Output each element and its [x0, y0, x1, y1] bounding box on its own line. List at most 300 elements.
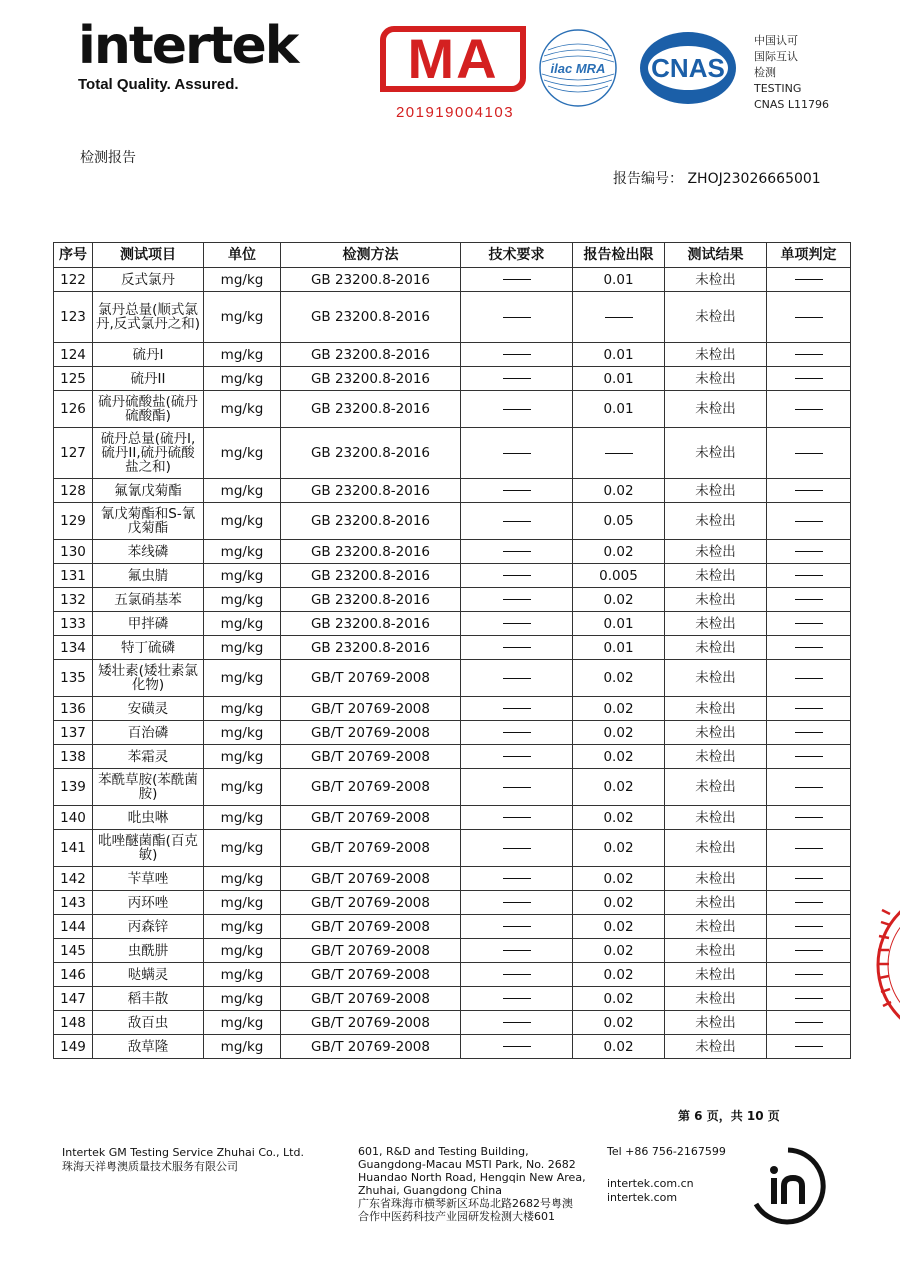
cell-method: GB 23200.8-2016 — [281, 268, 461, 292]
dash-mark — [795, 974, 823, 975]
cell-limit: 0.02 — [573, 963, 665, 987]
footer-address — [358, 1145, 598, 1223]
cell-requirement — [461, 915, 573, 939]
dash-mark — [795, 378, 823, 379]
cell-limit: 0.02 — [573, 1035, 665, 1059]
cell-result: 未检出 — [665, 721, 767, 745]
dash-mark — [503, 623, 531, 624]
dash-mark — [503, 926, 531, 927]
cell-method: GB/T 20769-2008 — [281, 891, 461, 915]
cell-no: 126 — [54, 391, 93, 428]
cell-limit: 0.02 — [573, 745, 665, 769]
table-row — [54, 540, 851, 564]
cma-logo — [380, 26, 530, 121]
cell-no: 143 — [54, 891, 93, 915]
dash-mark — [795, 623, 823, 624]
dash-mark — [795, 453, 823, 454]
intertek-round-logo — [748, 1146, 828, 1226]
cell-item: 甲拌磷 — [93, 612, 204, 636]
company-seal-stamp — [872, 890, 900, 1040]
cell-requirement — [461, 1035, 573, 1059]
results-table — [53, 242, 851, 1059]
cell-verdict — [767, 963, 851, 987]
dash-mark — [795, 599, 823, 600]
cell-method: GB 23200.8-2016 — [281, 636, 461, 660]
cell-result: 未检出 — [665, 540, 767, 564]
dash-mark — [795, 647, 823, 648]
table-row — [54, 428, 851, 479]
cnas-line: 中国认可 — [754, 34, 798, 47]
cell-method: GB/T 20769-2008 — [281, 939, 461, 963]
cell-unit: mg/kg — [204, 963, 281, 987]
cell-unit: mg/kg — [204, 612, 281, 636]
cell-limit: 0.02 — [573, 588, 665, 612]
dash-mark — [503, 279, 531, 280]
dash-mark — [795, 708, 823, 709]
cell-unit: mg/kg — [204, 745, 281, 769]
dash-mark — [503, 902, 531, 903]
footer-tel: Tel +86 756-2167599 — [607, 1145, 726, 1158]
cell-limit: 0.01 — [573, 268, 665, 292]
cell-no: 146 — [54, 963, 93, 987]
cell-no: 122 — [54, 268, 93, 292]
cell-item: 五氯硝基苯 — [93, 588, 204, 612]
cell-verdict — [767, 540, 851, 564]
dash-mark — [503, 647, 531, 648]
cell-requirement — [461, 830, 573, 867]
cell-item: 氟虫腈 — [93, 564, 204, 588]
cma-mark: MA — [380, 26, 526, 92]
header-method: 检测方法 — [281, 243, 461, 268]
cma-number: 201919004103 — [395, 104, 515, 121]
cell-verdict — [767, 1011, 851, 1035]
dash-mark — [503, 974, 531, 975]
cell-item: 吡唑醚菌酯(百克敏) — [93, 830, 204, 867]
cell-unit: mg/kg — [204, 292, 281, 343]
cell-no: 135 — [54, 660, 93, 697]
dash-mark — [503, 950, 531, 951]
dash-mark — [795, 354, 823, 355]
cell-result: 未检出 — [665, 963, 767, 987]
table-row — [54, 891, 851, 915]
header-limit: 报告检出限 — [573, 243, 665, 268]
table-row — [54, 391, 851, 428]
dash-mark — [503, 599, 531, 600]
cell-no: 131 — [54, 564, 93, 588]
cell-limit — [573, 292, 665, 343]
cell-item: 苯酰草胺(苯酰菌胺) — [93, 769, 204, 806]
cell-unit: mg/kg — [204, 367, 281, 391]
cell-unit: mg/kg — [204, 721, 281, 745]
cell-verdict — [767, 636, 851, 660]
cell-method: GB 23200.8-2016 — [281, 479, 461, 503]
cell-item: 反式氯丹 — [93, 268, 204, 292]
table-row — [54, 1011, 851, 1035]
cell-limit: 0.05 — [573, 503, 665, 540]
cnas-line: 检测 — [754, 66, 776, 79]
cell-no: 145 — [54, 939, 93, 963]
cell-item: 矮壮素(矮壮素氯化物) — [93, 660, 204, 697]
cnas-line: 国际互认 — [754, 50, 798, 63]
cell-item: 敌草隆 — [93, 1035, 204, 1059]
table-row — [54, 697, 851, 721]
header-item: 测试项目 — [93, 243, 204, 268]
cell-item: 苯霜灵 — [93, 745, 204, 769]
cell-verdict — [767, 503, 851, 540]
cell-method: GB 23200.8-2016 — [281, 428, 461, 479]
dash-mark — [795, 1046, 823, 1047]
cell-limit: 0.01 — [573, 636, 665, 660]
cell-limit — [573, 428, 665, 479]
dash-mark — [795, 756, 823, 757]
cell-unit: mg/kg — [204, 867, 281, 891]
table-row — [54, 721, 851, 745]
cell-result: 未检出 — [665, 867, 767, 891]
footer-website[interactable]: intertek.com — [607, 1191, 678, 1204]
cell-result: 未检出 — [665, 660, 767, 697]
cell-result: 未检出 — [665, 939, 767, 963]
dash-mark — [503, 787, 531, 788]
cell-method: GB/T 20769-2008 — [281, 806, 461, 830]
dash-mark — [605, 453, 633, 454]
cell-requirement — [461, 806, 573, 830]
table-row — [54, 1035, 851, 1059]
table-row — [54, 806, 851, 830]
cell-verdict — [767, 660, 851, 697]
dash-mark — [795, 409, 823, 410]
cell-result: 未检出 — [665, 806, 767, 830]
cell-requirement — [461, 268, 573, 292]
cell-limit: 0.02 — [573, 915, 665, 939]
dash-mark — [503, 575, 531, 576]
cell-result: 未检出 — [665, 915, 767, 939]
cell-item: 丙森锌 — [93, 915, 204, 939]
cell-requirement — [461, 588, 573, 612]
cell-verdict — [767, 867, 851, 891]
cell-method: GB/T 20769-2008 — [281, 745, 461, 769]
cell-no: 124 — [54, 343, 93, 367]
dash-mark — [795, 817, 823, 818]
cell-requirement — [461, 343, 573, 367]
table-row — [54, 830, 851, 867]
cell-verdict — [767, 745, 851, 769]
cell-no: 147 — [54, 987, 93, 1011]
table-row — [54, 636, 851, 660]
cell-no: 133 — [54, 612, 93, 636]
cell-verdict — [767, 268, 851, 292]
cell-result: 未检出 — [665, 367, 767, 391]
cell-limit: 0.02 — [573, 479, 665, 503]
cell-result: 未检出 — [665, 1035, 767, 1059]
dash-mark — [795, 878, 823, 879]
cell-limit: 0.02 — [573, 806, 665, 830]
dash-mark — [503, 878, 531, 879]
cell-unit: mg/kg — [204, 503, 281, 540]
cell-unit: mg/kg — [204, 987, 281, 1011]
cell-result: 未检出 — [665, 612, 767, 636]
cell-result: 未检出 — [665, 391, 767, 428]
dash-mark — [795, 575, 823, 576]
cell-method: GB/T 20769-2008 — [281, 867, 461, 891]
dash-mark — [795, 490, 823, 491]
cell-verdict — [767, 588, 851, 612]
cell-requirement — [461, 540, 573, 564]
cell-method: GB/T 20769-2008 — [281, 1011, 461, 1035]
cell-requirement — [461, 428, 573, 479]
dash-mark — [795, 926, 823, 927]
dash-mark — [503, 756, 531, 757]
cell-verdict — [767, 830, 851, 867]
cell-requirement — [461, 503, 573, 540]
cell-result: 未检出 — [665, 891, 767, 915]
cell-item: 硫丹总量(硫丹I,硫丹II,硫丹硫酸盐之和) — [93, 428, 204, 479]
cell-unit: mg/kg — [204, 391, 281, 428]
table-row — [54, 987, 851, 1011]
address-line: 601, R&D and Testing Building, — [358, 1145, 529, 1158]
cell-result: 未检出 — [665, 1011, 767, 1035]
cell-limit: 0.01 — [573, 367, 665, 391]
header-no: 序号 — [54, 243, 93, 268]
cnas-accreditation-text — [754, 33, 829, 113]
cell-result: 未检出 — [665, 428, 767, 479]
cell-verdict — [767, 915, 851, 939]
dash-mark — [503, 732, 531, 733]
cell-no: 137 — [54, 721, 93, 745]
cell-result: 未检出 — [665, 564, 767, 588]
cell-no: 144 — [54, 915, 93, 939]
cell-item: 稻丰散 — [93, 987, 204, 1011]
cell-no: 142 — [54, 867, 93, 891]
cell-method: GB/T 20769-2008 — [281, 721, 461, 745]
dash-mark — [795, 787, 823, 788]
table-row — [54, 612, 851, 636]
table-body — [54, 268, 851, 1059]
table-row — [54, 660, 851, 697]
cell-limit: 0.01 — [573, 391, 665, 428]
cell-result: 未检出 — [665, 588, 767, 612]
cell-item: 虫酰肼 — [93, 939, 204, 963]
dash-mark — [795, 902, 823, 903]
cell-item: 吡虫啉 — [93, 806, 204, 830]
cell-item: 硫丹II — [93, 367, 204, 391]
cell-unit: mg/kg — [204, 697, 281, 721]
header-result: 测试结果 — [665, 243, 767, 268]
cell-result: 未检出 — [665, 830, 767, 867]
cell-unit: mg/kg — [204, 769, 281, 806]
cell-unit: mg/kg — [204, 564, 281, 588]
cell-limit: 0.005 — [573, 564, 665, 588]
cell-result: 未检出 — [665, 503, 767, 540]
cell-unit: mg/kg — [204, 891, 281, 915]
cell-limit: 0.02 — [573, 830, 665, 867]
cell-result: 未检出 — [665, 745, 767, 769]
cell-limit: 0.02 — [573, 939, 665, 963]
cell-no: 140 — [54, 806, 93, 830]
cell-verdict — [767, 428, 851, 479]
table-row — [54, 915, 851, 939]
cell-no: 148 — [54, 1011, 93, 1035]
dash-mark — [795, 950, 823, 951]
table-row — [54, 588, 851, 612]
cell-method: GB/T 20769-2008 — [281, 987, 461, 1011]
header-verdict: 单项判定 — [767, 243, 851, 268]
cell-no: 128 — [54, 479, 93, 503]
cell-method: GB 23200.8-2016 — [281, 540, 461, 564]
cell-result: 未检出 — [665, 292, 767, 343]
cell-unit: mg/kg — [204, 830, 281, 867]
address-line: Huandao North Road, Hengqin New Area, — [358, 1171, 586, 1184]
cell-no: 138 — [54, 745, 93, 769]
cell-item: 氰戊菊酯和S-氰戊菊酯 — [93, 503, 204, 540]
dash-mark — [795, 998, 823, 999]
dash-mark — [503, 551, 531, 552]
cell-unit: mg/kg — [204, 660, 281, 697]
ilac-mra-logo — [536, 28, 620, 108]
cell-no: 149 — [54, 1035, 93, 1059]
cell-no: 134 — [54, 636, 93, 660]
company-name-en: Intertek GM Testing Service Zhuhai Co., Ltd. — [62, 1146, 304, 1159]
cell-verdict — [767, 367, 851, 391]
cell-verdict — [767, 343, 851, 367]
dash-mark — [795, 848, 823, 849]
cell-no: 123 — [54, 292, 93, 343]
cell-item: 安磺灵 — [93, 697, 204, 721]
cell-verdict — [767, 564, 851, 588]
dash-mark — [503, 817, 531, 818]
cell-unit: mg/kg — [204, 479, 281, 503]
cell-verdict — [767, 721, 851, 745]
cell-item: 苄草唑 — [93, 867, 204, 891]
cnas-line: TESTING — [754, 82, 802, 95]
cell-requirement — [461, 1011, 573, 1035]
cnas-logo-text: CNAS — [651, 53, 725, 83]
cell-item: 哒螨灵 — [93, 963, 204, 987]
cell-limit: 0.02 — [573, 867, 665, 891]
cell-result: 未检出 — [665, 636, 767, 660]
cell-verdict — [767, 479, 851, 503]
cell-unit: mg/kg — [204, 428, 281, 479]
cell-method: GB 23200.8-2016 — [281, 588, 461, 612]
cell-method: GB 23200.8-2016 — [281, 292, 461, 343]
cell-requirement — [461, 939, 573, 963]
cell-requirement — [461, 564, 573, 588]
address-line: 广东省珠海市横琴新区环岛北路2682号粤澳 — [358, 1197, 573, 1210]
cell-limit: 0.02 — [573, 721, 665, 745]
dash-mark — [795, 317, 823, 318]
cell-method: GB 23200.8-2016 — [281, 564, 461, 588]
table-row — [54, 343, 851, 367]
cell-unit: mg/kg — [204, 915, 281, 939]
cell-requirement — [461, 867, 573, 891]
page-indicator: 第 6 页，共 10 页 — [678, 1109, 780, 1123]
cell-verdict — [767, 1035, 851, 1059]
report-number: 报告编号： ZHOJ23026665001 — [613, 171, 821, 187]
cell-method: GB/T 20769-2008 — [281, 830, 461, 867]
cell-item: 敌百虫 — [93, 1011, 204, 1035]
cell-limit: 0.02 — [573, 891, 665, 915]
table-row — [54, 939, 851, 963]
cell-limit: 0.01 — [573, 612, 665, 636]
cell-method: GB/T 20769-2008 — [281, 963, 461, 987]
cell-no: 130 — [54, 540, 93, 564]
document-title: 检测报告 — [80, 150, 136, 166]
cell-item: 苯线磷 — [93, 540, 204, 564]
brand-tagline: Total Quality. Assured. — [78, 76, 239, 93]
cell-result: 未检出 — [665, 343, 767, 367]
cell-method: GB/T 20769-2008 — [281, 697, 461, 721]
cell-unit: mg/kg — [204, 1011, 281, 1035]
cell-method: GB 23200.8-2016 — [281, 612, 461, 636]
cell-item: 硫丹I — [93, 343, 204, 367]
ilac-text: ilac MRA — [550, 61, 606, 76]
footer-website-cn[interactable]: intertek.com.cn — [607, 1177, 694, 1190]
cell-requirement — [461, 292, 573, 343]
table-header-row — [54, 243, 851, 268]
dash-mark — [503, 1046, 531, 1047]
cell-verdict — [767, 987, 851, 1011]
cell-method: GB 23200.8-2016 — [281, 367, 461, 391]
dash-mark — [605, 317, 633, 318]
cell-unit: mg/kg — [204, 268, 281, 292]
cell-method: GB/T 20769-2008 — [281, 769, 461, 806]
company-name-cn: 珠海天祥粤澳质量技术服务有限公司 — [62, 1160, 238, 1173]
cell-requirement — [461, 391, 573, 428]
cell-limit: 0.02 — [573, 987, 665, 1011]
dash-mark — [503, 708, 531, 709]
dash-mark — [503, 378, 531, 379]
cell-no: 125 — [54, 367, 93, 391]
brand-name: intertek — [78, 16, 298, 76]
address-line: 合作中医药科技产业园研发检测大楼601 — [358, 1210, 555, 1223]
cell-method: GB/T 20769-2008 — [281, 1035, 461, 1059]
footer-company — [62, 1146, 304, 1174]
dash-mark — [503, 409, 531, 410]
cell-no: 136 — [54, 697, 93, 721]
cell-unit: mg/kg — [204, 939, 281, 963]
address-line: Guangdong-Macau MSTI Park, No. 2682 — [358, 1158, 576, 1171]
dash-mark — [795, 551, 823, 552]
intertek-logo — [78, 18, 297, 93]
cell-verdict — [767, 891, 851, 915]
cell-requirement — [461, 367, 573, 391]
cell-requirement — [461, 660, 573, 697]
cell-item: 特丁硫磷 — [93, 636, 204, 660]
footer-contact — [607, 1145, 726, 1205]
table-row — [54, 745, 851, 769]
dash-mark — [503, 453, 531, 454]
cell-requirement — [461, 721, 573, 745]
cell-requirement — [461, 612, 573, 636]
table-row — [54, 769, 851, 806]
cell-method: GB/T 20769-2008 — [281, 660, 461, 697]
cell-limit: 0.01 — [573, 343, 665, 367]
cell-no: 141 — [54, 830, 93, 867]
cell-item: 氟氰戊菊酯 — [93, 479, 204, 503]
cnas-logo — [638, 28, 738, 108]
dash-mark — [503, 1022, 531, 1023]
cell-result: 未检出 — [665, 769, 767, 806]
cell-requirement — [461, 636, 573, 660]
cell-unit: mg/kg — [204, 540, 281, 564]
cell-no: 139 — [54, 769, 93, 806]
cell-verdict — [767, 939, 851, 963]
cell-verdict — [767, 391, 851, 428]
cell-method: GB 23200.8-2016 — [281, 391, 461, 428]
table-row — [54, 367, 851, 391]
cell-requirement — [461, 891, 573, 915]
dash-mark — [503, 678, 531, 679]
table-row — [54, 503, 851, 540]
